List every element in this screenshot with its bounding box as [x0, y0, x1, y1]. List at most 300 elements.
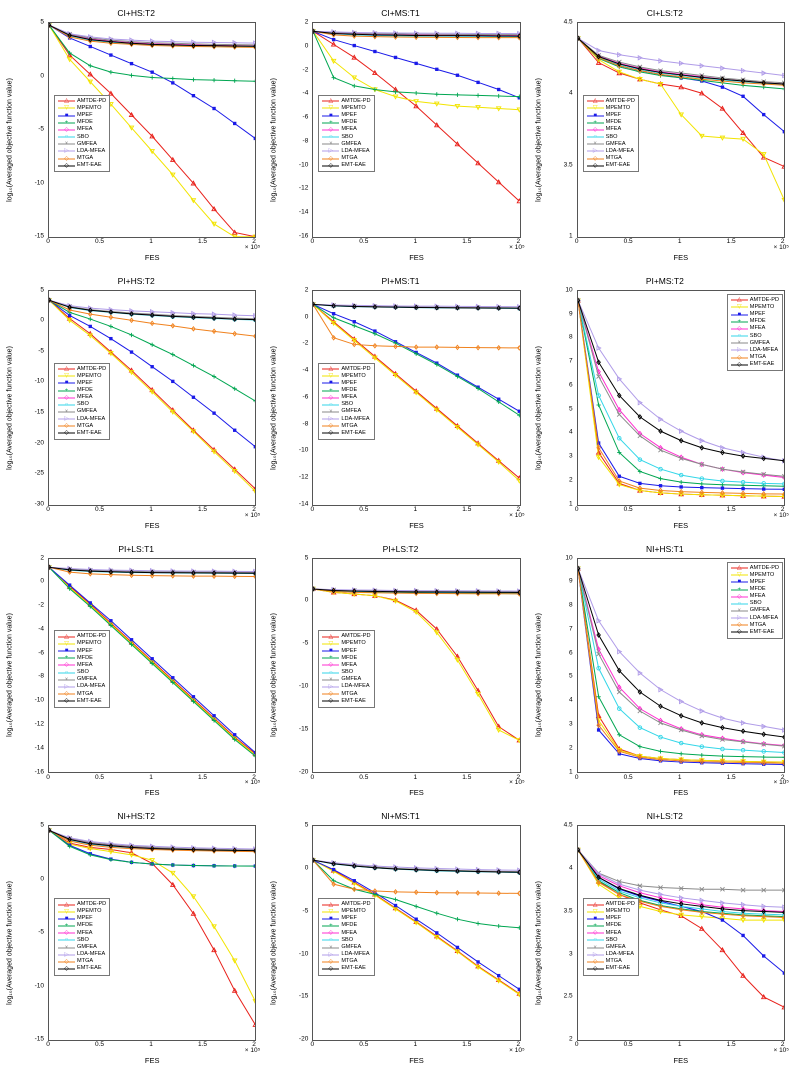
legend-item	[58, 698, 106, 705]
legend-label: MFDE	[749, 585, 766, 592]
legend-item	[731, 318, 779, 325]
x-axis-label: FES	[144, 520, 160, 530]
y-tick-label: -6	[302, 393, 309, 401]
legend-label: MTGA	[77, 958, 94, 965]
legend-item	[58, 944, 106, 951]
x-tick-label: 0	[46, 773, 50, 781]
legend-label: EMT-EAE	[341, 162, 366, 169]
legend-item	[322, 373, 370, 380]
legend-label: MFEA	[605, 126, 622, 133]
x-axis-exponent: × 10⁵	[244, 511, 261, 519]
y-tick-label: -10	[34, 179, 44, 186]
legend-item	[322, 134, 370, 141]
chart-title: PI+HS:T2	[117, 275, 155, 286]
legend-marker-icon: ◇	[731, 326, 748, 332]
legend-marker-icon: △	[58, 366, 75, 372]
legend-marker-icon: ◇	[587, 959, 604, 965]
legend-marker-icon: ◇	[322, 156, 339, 162]
legend-marker-icon: ▽	[731, 304, 748, 310]
legend-item	[731, 304, 779, 311]
legend-item	[322, 148, 370, 155]
legend-label: GMFEA	[605, 943, 626, 950]
y-tick-label: 0	[40, 72, 44, 79]
legend-item	[58, 423, 106, 430]
x-tick-label: 0.5	[359, 773, 369, 781]
x-tick-label: 1	[677, 505, 682, 513]
y-tick-label: 5	[569, 672, 573, 680]
y-tick-label: 4	[569, 696, 573, 704]
y-tick-label: 4.5	[563, 18, 573, 26]
legend-item	[587, 162, 635, 169]
legend-item	[58, 98, 106, 105]
y-tick-label: 0	[40, 316, 44, 324]
legend	[54, 363, 110, 441]
legend-marker-icon: ×	[58, 409, 75, 415]
legend-item	[322, 901, 370, 908]
legend-marker-icon: ○	[322, 134, 339, 140]
y-tick-label: 7	[569, 625, 573, 633]
x-tick-label: 1.5	[726, 238, 736, 245]
legend-label: MPEMTO	[605, 908, 631, 915]
legend-item	[587, 930, 635, 937]
y-tick-label: -4	[302, 89, 309, 97]
x-tick-label: 1	[413, 773, 418, 781]
legend-item	[587, 98, 635, 105]
y-tick-label: 0	[304, 596, 309, 604]
y-tick-label: 5	[569, 405, 573, 413]
legend-label: EMT-EAE	[341, 965, 366, 972]
y-tick-label: 3.5	[563, 161, 573, 169]
legend-marker-icon: ×	[731, 608, 748, 614]
legend-label: MFDE	[749, 318, 766, 325]
legend-label: GMFEA	[749, 339, 770, 346]
legend-item	[731, 629, 779, 636]
legend-label: MTGA	[77, 690, 94, 697]
legend-marker-icon: ○	[322, 402, 339, 408]
legend-marker-icon: ○	[58, 937, 75, 943]
legend-label: MPEMTO	[341, 104, 366, 111]
legend-marker-icon: ■	[58, 113, 75, 119]
y-tick-label: -10	[34, 377, 44, 385]
x-tick-label: 0	[310, 238, 315, 245]
legend-marker-icon: ×	[322, 677, 339, 683]
legend-item	[322, 908, 370, 915]
legend-item	[731, 340, 779, 347]
legend-marker-icon: ◇	[58, 698, 75, 704]
legend-label: GMFEA	[77, 140, 97, 147]
y-tick-label: -5	[38, 347, 44, 355]
y-tick-label: 0	[40, 875, 44, 883]
legend-label: MTGA	[77, 155, 94, 161]
y-tick-label: 3	[569, 720, 573, 728]
legend	[318, 898, 374, 976]
legend-item	[58, 958, 106, 965]
legend-marker-icon: ○	[731, 601, 748, 607]
y-tick-label: 5	[304, 554, 309, 561]
legend-item	[58, 380, 106, 387]
legend-marker-icon: ■	[731, 579, 748, 585]
legend-item	[731, 325, 779, 332]
legend-label: GMFEA	[341, 943, 362, 950]
legend-marker-icon: ◇	[58, 156, 75, 162]
legend-label: MFEA	[77, 394, 93, 401]
x-tick-label: 1	[149, 773, 153, 781]
legend-label: GMFEA	[341, 140, 362, 147]
legend-marker-icon: ◇	[322, 966, 339, 972]
x-tick-label: 0	[46, 238, 50, 245]
legend-label: EMT-EAE	[341, 697, 366, 704]
chart-title: PI+LS:T2	[382, 543, 419, 554]
legend-item	[322, 915, 370, 922]
legend-marker-icon: ○	[322, 937, 339, 943]
y-tick-label: 10	[565, 286, 573, 294]
x-tick-label: 2	[516, 1041, 521, 1049]
legend-label: MPEMTO	[77, 372, 102, 379]
chart-title: NI+LS:T2	[646, 811, 683, 822]
x-tick-label: 0.5	[94, 505, 105, 513]
legend-label: MPEF	[77, 915, 93, 922]
y-tick-label: -8	[302, 137, 309, 145]
y-tick-label: -2	[38, 601, 44, 609]
legend-marker-icon: ▽	[58, 373, 75, 379]
legend-label: AMTDE-PD	[341, 365, 371, 372]
legend-marker-icon: ◇	[322, 959, 339, 965]
y-tick-label: 2	[569, 476, 573, 484]
legend-marker-icon: △	[58, 634, 75, 640]
y-tick-label: 1	[569, 232, 573, 240]
chart-panel	[268, 6, 532, 274]
legend-label: MPEMTO	[341, 908, 366, 915]
legend-item	[587, 134, 635, 141]
chart-panel	[533, 542, 797, 810]
legend-marker-icon: +	[731, 319, 748, 325]
x-tick-label: 0.5	[623, 238, 633, 245]
legend-marker-icon: ■	[322, 380, 339, 386]
legend-label: MFDE	[341, 386, 358, 393]
y-tick-label: 2	[569, 1035, 573, 1043]
legend-label: MFEA	[749, 325, 766, 332]
legend-label: MFDE	[77, 922, 93, 929]
legend-item	[322, 380, 370, 387]
legend-marker-icon: ▷	[322, 952, 339, 958]
y-tick-label: 2	[304, 18, 309, 26]
x-tick-label: 1.5	[462, 1041, 472, 1049]
legend-marker-icon: ○	[587, 937, 604, 943]
legend-marker-icon: +	[587, 120, 604, 126]
legend-label: GMFEA	[77, 408, 97, 415]
legend-label: MTGA	[341, 690, 358, 697]
legend-marker-icon: ▽	[587, 909, 604, 915]
legend-label: EMT-EAE	[605, 162, 631, 169]
x-axis-exponent: × 10⁵	[773, 1047, 789, 1054]
legend-item	[587, 908, 635, 915]
legend-label: SBO	[749, 332, 762, 339]
legend-marker-icon: △	[731, 565, 748, 571]
legend-label: MPEMTO	[749, 303, 775, 310]
legend-label: LDA-MFEA	[77, 147, 106, 154]
y-tick-label: -2	[302, 66, 309, 74]
legend-label: AMTDE-PD	[77, 365, 107, 372]
legend-marker-icon: ▷	[58, 684, 75, 690]
y-tick-label: 1	[569, 768, 573, 775]
legend-marker-icon: ◇	[58, 966, 75, 972]
x-axis-label: FES	[673, 520, 689, 530]
legend-marker-icon: ◇	[58, 163, 75, 169]
legend-marker-icon: △	[587, 902, 604, 908]
chart-panel	[268, 274, 532, 542]
legend-item	[322, 930, 370, 937]
legend-marker-icon: ▷	[731, 347, 748, 353]
legend-marker-icon: ■	[58, 916, 75, 922]
legend-marker-icon: ▽	[322, 373, 339, 379]
legend-marker-icon: △	[322, 366, 339, 372]
y-tick-label: 4	[569, 864, 573, 872]
legend-item	[58, 965, 106, 972]
y-tick-label: -10	[34, 982, 44, 990]
legend-item	[322, 155, 370, 162]
legend-item	[58, 387, 106, 394]
legend-label: AMTDE-PD	[341, 901, 371, 907]
chart-title: NI+HS:T2	[117, 811, 155, 822]
legend	[54, 630, 110, 708]
legend-marker-icon: +	[58, 120, 75, 126]
legend-marker-icon: ▷	[587, 148, 604, 154]
y-tick-label: 8	[569, 333, 573, 341]
legend-label: MPEF	[341, 915, 357, 922]
legend	[727, 294, 783, 372]
legend-label: MPEF	[77, 647, 93, 654]
legend-item	[322, 937, 370, 944]
y-tick-label: 2	[304, 286, 309, 294]
x-axis-label: FES	[673, 252, 689, 262]
legend-item	[731, 615, 779, 622]
y-tick-label: -8	[38, 672, 44, 680]
legend-label: LDA-MFEA	[341, 683, 370, 690]
y-tick-label: 0	[304, 42, 309, 50]
legend-marker-icon: ○	[58, 402, 75, 408]
legend-label: GMFEA	[77, 676, 97, 683]
legend-label: SBO	[77, 401, 89, 408]
x-axis-exponent: × 10⁵	[509, 779, 525, 787]
legend-item	[58, 648, 106, 655]
legend-item	[322, 423, 370, 430]
legend-marker-icon: ◇	[58, 930, 75, 936]
chart-title: CI+LS:T2	[646, 8, 683, 18]
y-tick-label: -15	[34, 1035, 44, 1043]
chart-panel	[533, 6, 797, 274]
legend-item	[322, 676, 370, 683]
x-tick-label: 0	[310, 773, 315, 781]
x-tick-label: 2	[516, 505, 521, 513]
y-tick-label: -15	[34, 408, 44, 416]
legend-label: MFEA	[605, 929, 622, 936]
legend-item	[322, 698, 370, 705]
legend-item	[587, 126, 635, 133]
x-tick-label: 0.5	[94, 773, 105, 781]
chart-panel	[4, 542, 268, 810]
chart-panel	[268, 809, 532, 1077]
y-tick-label: 3.5	[563, 907, 573, 915]
legend-marker-icon: ■	[731, 312, 748, 318]
x-axis-exponent: × 10⁵	[509, 243, 525, 251]
legend-label: SBO	[341, 669, 354, 676]
legend-item	[322, 965, 370, 972]
y-tick-label: -25	[34, 469, 44, 477]
legend-label: SBO	[341, 936, 354, 943]
legend-item	[322, 394, 370, 401]
legend-label: GMFEA	[749, 607, 770, 614]
legend-item	[587, 944, 635, 951]
legend-item	[58, 930, 106, 937]
legend-marker-icon: △	[58, 902, 75, 908]
y-tick-label: 3	[569, 950, 573, 958]
legend-label: SBO	[605, 133, 618, 140]
legend-marker-icon: ◇	[322, 127, 339, 133]
legend-item	[58, 691, 106, 698]
legend-item	[58, 915, 106, 922]
y-axis-label: log₁₀(Averaged objective function value)	[535, 881, 543, 1006]
legend-label: EMT-EAE	[77, 162, 102, 169]
y-axis-label: log₁₀(Averaged objective function value)	[270, 613, 278, 738]
legend-item	[58, 394, 106, 401]
y-axis-label: log₁₀(Averaged objective function value)	[6, 881, 14, 1006]
y-tick-label: -12	[298, 473, 309, 481]
legend-item	[58, 937, 106, 944]
y-axis-label: log₁₀(Averaged objective function value)	[270, 77, 278, 202]
legend-label: MFEA	[341, 661, 357, 668]
x-tick-label: 1.5	[726, 505, 736, 513]
legend-label: MTGA	[341, 422, 358, 429]
legend-label: AMTDE-PD	[749, 296, 779, 303]
x-tick-label: 1.5	[462, 773, 472, 781]
legend-label: GMFEA	[341, 408, 362, 415]
legend-label: EMT-EAE	[749, 628, 775, 635]
legend-marker-icon: △	[322, 98, 339, 104]
legend-item	[587, 141, 635, 148]
legend-marker-icon: ◇	[731, 355, 748, 361]
x-axis-label: FES	[409, 520, 424, 530]
legend-label: LDA-MFEA	[749, 614, 779, 621]
legend-marker-icon: ×	[58, 677, 75, 683]
legend-marker-icon: ◇	[322, 423, 339, 429]
legend-label: MPEMTO	[341, 372, 366, 379]
legend-marker-icon: ◇	[58, 395, 75, 401]
y-tick-label: 2.5	[563, 992, 573, 1000]
legend-marker-icon: ◇	[587, 930, 604, 936]
x-tick-label: 2	[252, 238, 256, 245]
legend-marker-icon: ×	[587, 945, 604, 951]
legend-item	[58, 416, 106, 423]
legend-item	[322, 105, 370, 112]
legend-item	[322, 430, 370, 437]
legend-label: MPEMTO	[749, 571, 775, 578]
y-tick-label: 9	[569, 310, 573, 318]
legend-label: LDA-MFEA	[341, 147, 370, 154]
legend-item	[58, 408, 106, 415]
legend-item	[731, 622, 779, 629]
x-tick-label: 1	[677, 773, 682, 781]
x-axis-exponent: × 10⁵	[244, 779, 261, 787]
x-tick-label: 1.5	[726, 1041, 736, 1049]
legend-item	[731, 361, 779, 368]
legend-item	[587, 112, 635, 119]
legend-item	[322, 633, 370, 640]
legend-marker-icon: ▽	[731, 572, 748, 578]
legend-marker-icon: ◇	[731, 594, 748, 600]
legend-marker-icon: ◇	[322, 691, 339, 697]
legend-label: MFDE	[341, 922, 358, 929]
legend-label: MPEF	[341, 379, 357, 386]
legend-label: LDA-MFEA	[77, 415, 106, 422]
legend-item	[587, 937, 635, 944]
legend	[318, 95, 374, 173]
legend-label: EMT-EAE	[77, 697, 102, 704]
chart-title: PI+MS:T1	[381, 275, 420, 286]
legend-item	[587, 119, 635, 126]
legend-item	[322, 401, 370, 408]
legend-marker-icon: ■	[322, 916, 339, 922]
x-tick-label: 1	[677, 238, 682, 245]
y-tick-label: -4	[38, 625, 44, 633]
legend-marker-icon: △	[587, 98, 604, 104]
legend-marker-icon: ◇	[322, 163, 339, 169]
legend-item	[58, 126, 106, 133]
legend-marker-icon: ▷	[58, 148, 75, 154]
x-tick-label: 0.5	[623, 505, 633, 513]
legend-item	[322, 691, 370, 698]
legend-label: MTGA	[341, 155, 358, 161]
y-tick-label: -5	[38, 928, 44, 936]
x-axis-label: FES	[144, 1056, 160, 1065]
legend-label: EMT-EAE	[77, 965, 102, 972]
legend-marker-icon: ○	[322, 670, 339, 676]
legend-marker-icon: +	[731, 587, 748, 593]
x-tick-label: 2	[780, 238, 785, 245]
y-axis-label: log₁₀(Averaged objective function value)	[535, 345, 543, 470]
legend-item	[58, 662, 106, 669]
legend-label: MTGA	[605, 155, 622, 161]
x-tick-label: 2	[516, 773, 521, 781]
x-axis-exponent: × 10⁵	[244, 243, 261, 251]
x-tick-label: 0	[310, 505, 315, 513]
legend-label: MTGA	[749, 354, 766, 360]
legend-marker-icon: ×	[587, 141, 604, 147]
legend-marker-icon: ◇	[322, 430, 339, 436]
legend-item	[731, 565, 779, 572]
legend-item	[58, 908, 106, 915]
legend-item	[731, 579, 779, 586]
legend-marker-icon: ▷	[322, 416, 339, 422]
legend-marker-icon: ◇	[587, 163, 604, 169]
y-tick-label: 8	[569, 601, 573, 609]
legend-item	[587, 951, 635, 958]
y-tick-label: 1	[569, 500, 573, 508]
x-tick-label: 0.5	[94, 1041, 105, 1049]
legend-item	[58, 366, 106, 373]
legend-marker-icon: ▽	[322, 641, 339, 647]
legend-item	[587, 105, 635, 112]
x-tick-label: 0.5	[359, 238, 369, 245]
legend-marker-icon: ▷	[322, 684, 339, 690]
x-axis-label: FES	[409, 788, 424, 798]
legend-marker-icon: ◇	[58, 127, 75, 133]
legend-marker-icon: ×	[322, 945, 339, 951]
legend-item	[322, 416, 370, 423]
x-axis-exponent: × 10⁵	[509, 511, 525, 519]
legend-item	[322, 98, 370, 105]
y-tick-label: -12	[34, 720, 44, 728]
legend-marker-icon: ■	[322, 648, 339, 654]
